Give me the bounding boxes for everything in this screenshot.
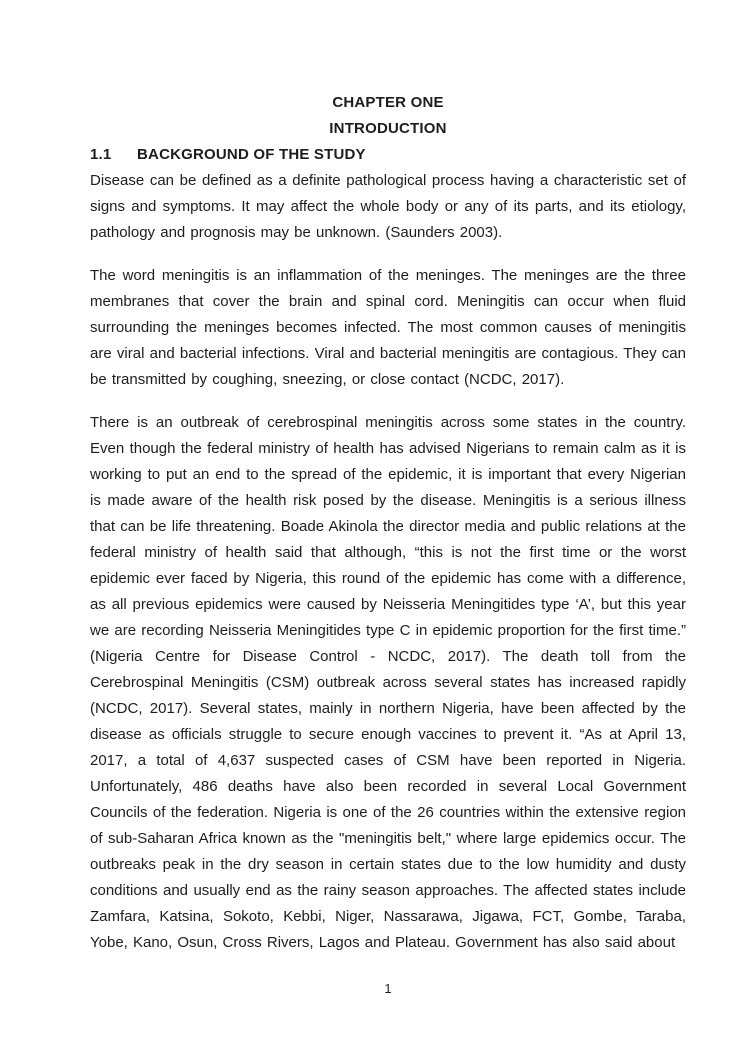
paragraph-disease-definition: Disease can be defined as a definite pathological process having a characteristic set of signs and symptoms. It may affect the whole body or any of its parts, and its etiology, pathology and prognosis may be unknown. (Saunders 2003). [90, 172, 686, 241]
chapter-heading: CHAPTER ONE [332, 94, 444, 111]
section-number: 1.1 [90, 146, 112, 163]
page-number: 1 [384, 981, 392, 996]
paragraph-meningitis-definition: The word meningitis is an inflammation of the meninges. The meninges are the three membranes that cover the brain and spinal cord. Meningitis can occur when fluid surrounding the meninges becomes infected. The most common causes of meningitis are viral and bacterial infections. Viral and bacterial meningitis are contagious. They can be transmitted by coughing, sneezing, or close contact (NCDC, 2017). [90, 267, 686, 388]
section-title: BACKGROUND OF THE STUDY [137, 146, 366, 163]
section-heading [90, 142, 686, 168]
page-content [90, 90, 686, 973]
chapter-subheading: INTRODUCTION [329, 120, 447, 137]
paragraph-outbreak-description: There is an outbreak of cerebrospinal meningitis across some states in the country. Even though the federal ministry of health has advised Nigerians to remain calm as it is working to put an end to the spread of the epidemic, it is important that every Nigerian is made aware of the health risk posed by the disease. Meningitis is a serious illness that can be life threatening. Boade Akinola the director media and public relations at the federal ministry of health said that although, “this is not the first time or the worst epidemic ever faced by Nigeria, this round of the epidemic has come with a difference, as all previous epidemics were caused by Neisseria Meningitides type ‘A’, but this year we are recording Neisseria Meningitides type C in epidemic proportion for the first time.” (Nigeria Centre for Disease Control - NCDC, 2017). The death toll from the Cerebrospinal Meningitis (CSM) outbreak across several states has increased rapidly (NCDC, 2017). Several states, mainly in northern Nigeria, have been affected by the disease as officials struggle to secure enough vaccines to prevent it. “As at April 13, 2017, a total of 4,637 suspected cases of CSM have been reported in Nigeria. Unfortunately, 486 deaths have also been recorded in several Local Government Councils of the federation. Nigeria is one of the 26 countries within the extensive region of sub-Saharan Africa known as the "meningitis belt," where large epidemics occur. The outbreaks peak in the dry season in certain states due to the low humidity and dusty conditions and usually end as the rainy season approaches. The affected states include Zamfara, Katsina, Sokoto, Kebbi, Niger, Nassarawa, Jigawa, FCT, Gombe, Taraba, Yobe, Kano, Osun, Cross Rivers, Lagos and Plateau. Government has also said about [90, 414, 686, 951]
